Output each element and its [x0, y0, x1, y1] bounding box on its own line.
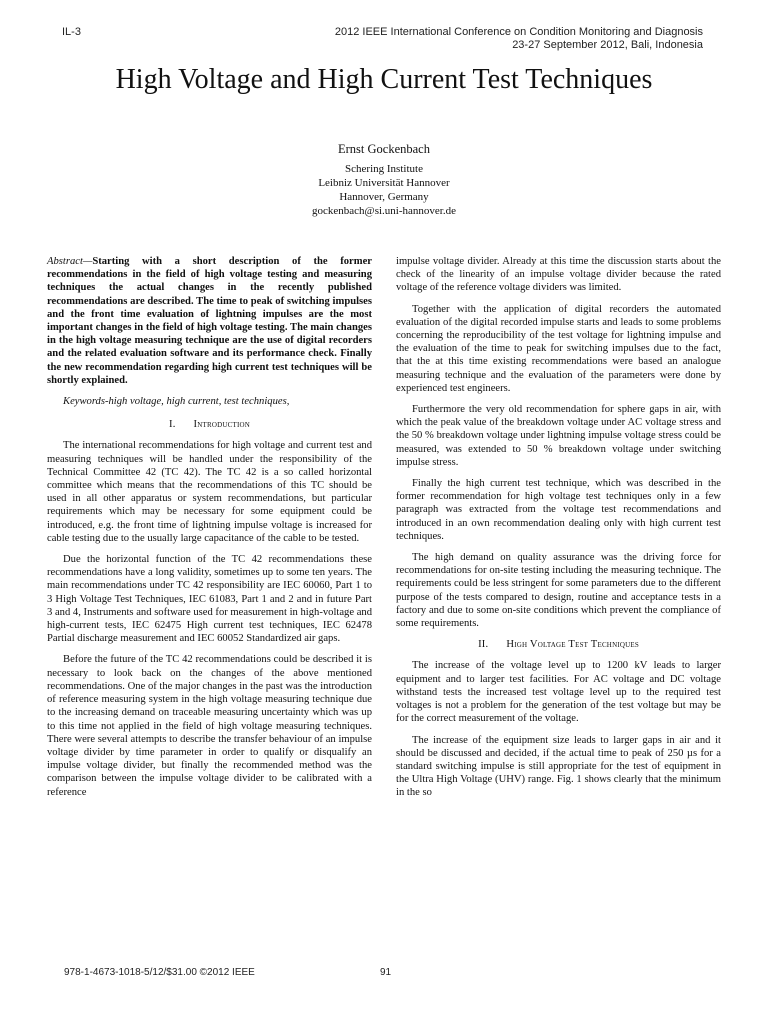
conference-header — [335, 26, 703, 52]
section-title: High Voltage Test Techniques — [506, 639, 639, 651]
author-university: Leibniz Universität Hannover — [318, 177, 450, 189]
paragraph: impulse voltage divider. Already at this time the discussion starts about the check of the linearity of an impulse voltage divider because the rated voltage of the reference voltage dividers was limited. — [396, 256, 721, 294]
abstract — [47, 255, 372, 387]
right-column — [396, 255, 721, 808]
keywords: Keywords-high voltage, high current, test techniques, — [63, 396, 290, 408]
footer-isbn: 978-1-4673-1018-5/12/$31.00 ©2012 IEEE — [64, 967, 255, 978]
page-number: 91 — [380, 967, 392, 978]
author-name: Ernst Gockenbach — [338, 142, 430, 156]
paragraph: Together with the application of digital recorders the automated evaluation of the digital recorded impulse starts and leads to some problems concerning the reproducibility of the test voltage for lightning impulse and the evaluation of the time to peak for switching impulses due to the fact, that the at this time existing recommendations were based an analogue measuring technique and the evaluation of the parameters were done by experienced test engineers. — [396, 303, 721, 394]
header-left-code: IL-3 — [62, 26, 81, 38]
section-number: I. — [168, 419, 176, 431]
abstract-text: Starting with a short description of the former recommendations in the field of high voltage testing and measuring techniques the actual changes in the recently published recommendations are described. The time to peak of switching impulses and the front time evaluation of lightning impulses are the most important changes in the field of high voltage testing. The main changes in the high voltage measuring technique are the use of digital recorders and the related evaluation software and its performance check. Finally the new recommendation regarding high current test techniques will be shortly explained. — [47, 256, 372, 386]
paragraph: The high demand on quality assurance was the driving force for recommendations for on-site testing including the measuring technique. The requirements could be less stringent for some parameters due to the different purpose of the tests compared to design, routine and acceptance tests in a factory and due to some on-site conditions which prevent the compliance of some requirements. — [396, 552, 721, 630]
paragraph: The increase of the equipment size leads to larger gaps in air and it should be discussed and decided, if the actual time to peak of 250 µs for a standard switching impulse is still appropriate for the test of equipment in the Ultra High Voltage (UHV) range. Fig. 1 shows clearly that the minimum in the so — [396, 734, 721, 799]
section-heading-hv-test-techniques — [396, 638, 721, 651]
paragraph: Furthermore the very old recommendation for sphere gaps in air, with which the peak value of the breakdown voltage under AC voltage stress and the 50 % breakdown voltage under lightning impulse voltage stress could be measured, was extended to 50 % breakdown voltage under switching impulse stress. — [396, 404, 721, 468]
section-title: Introduction — [193, 419, 251, 431]
author-location: Hannover, Germany — [339, 191, 429, 203]
conference-name: 2012 IEEE International Conference on Condition Monitoring and Diagnosis — [334, 26, 703, 38]
paper-title: High Voltage and High Current Test Techniques — [115, 64, 653, 95]
paragraph: The increase of the voltage level up to 1200 kV leads to larger equipment and to larger test facilities. For AC voltage and DC voltage withstand tests the increased test voltage level up to the required test voltages is not a problem for the generation of the test voltage but may be for the correct measurement of the voltage. — [396, 660, 721, 725]
paragraph: The international recommendations for high voltage and current test and measuring techniques will be handled under the responsibility of the Technical Committee 42 (TC 42). The TC 42 is a so called horizontal committee which means that the recommendations of this TC should be used in all other apparatus or system recommendations, but particular requirements which may be necessary for some equipment could be introduced, e.g. the front time of lightning impulse voltage is increased for cable testing due to the usually large capacitance of the cable to be tested. — [47, 440, 372, 544]
paragraph: Finally the high current test technique, which was described in the former recommendation for high voltage test techniques only in a few paragraph was extracted from the voltage test recommendations and introduced in an own recommendation dealing only with high current test techniques. — [396, 478, 721, 542]
section-number: II. — [478, 639, 489, 651]
left-column — [47, 255, 372, 807]
author-institute: Schering Institute — [345, 163, 423, 175]
section-heading-introduction — [47, 418, 372, 431]
author-email: gockenbach@si.uni-hannover.de — [312, 205, 456, 217]
abstract-label: Abstract— — [47, 256, 93, 267]
conference-dates: 23-27 September 2012, Bali, Indonesia — [512, 39, 703, 51]
paragraph: Before the future of the TC 42 recommendations could be described it is necessary to look back on the changes of the above mentioned recommendations. One of the major changes in the past was the introduction of reference measuring system in the high voltage measuring technique due to the increasing demand on traceable measuring uncertainty which was up to this time not applied in the field of high voltage measuring techniques. There were several attempts to describe the transfer behaviour of an impulse voltage divider by time parameter in order to qualify or disqualify an impulse voltage divider, but finally the recommended method was the comparison between the impulse voltage divider to be calibrated with a reference — [47, 654, 372, 798]
author-block — [0, 140, 768, 218]
paragraph: Due the horizontal function of the TC 42 recommendations these recommendations have a long validity, sometimes up to some ten years. The main recommendations under TC 42 responsibility are IEC 60060, Part 1 to 3 High Voltage Test Techniques, IEC 61083, Part 1 and 2 and in future Part 3 and 4, Instruments and software used for measurement in high-voltage and high-current tests, IEC 62475 High current test techniques, IEC 62478 Partial discharge measurement and IEC 60052 Standardized air gaps. — [47, 554, 372, 645]
